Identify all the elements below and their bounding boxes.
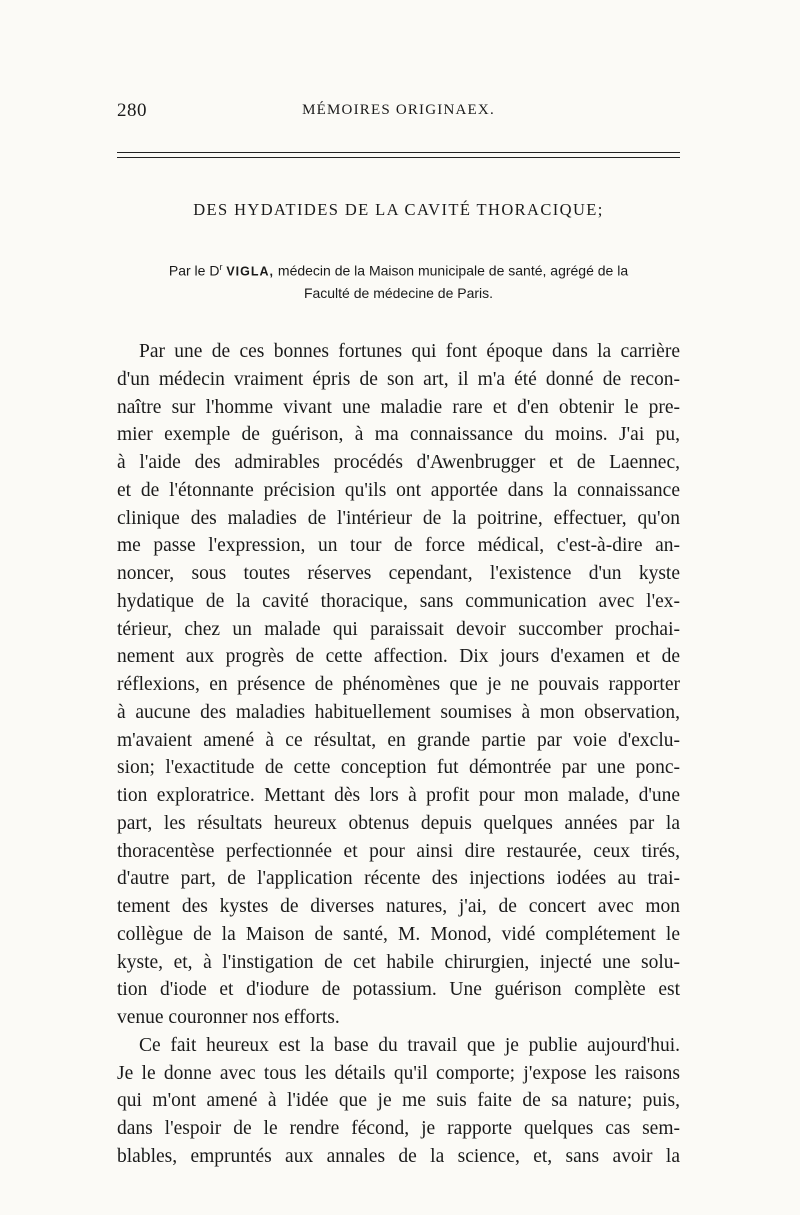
body-line: nement aux progrès de cette affection. Dix jours d'examen et de <box>117 646 680 668</box>
byline-line-1 <box>117 257 680 283</box>
body-line: mier exemple de guérison, à ma connaissance du moins. J'ai pu, <box>117 424 680 446</box>
page-header <box>117 100 680 124</box>
body-line: à aucune des maladies habituellement soumises à mon observation, <box>117 701 680 723</box>
body-line: hydatique de la cavité thoracique, sans communication avec l'ex- <box>117 590 680 612</box>
body-line: noncer, sous toutes réserves cependant, l'existence d'un kyste <box>117 563 680 584</box>
body-line: blables, empruntés aux annales de la science, et, sans avoir la <box>117 1145 680 1167</box>
body-line: kyste, et, à l'instigation de cet habile chirurgien, injecté une solu- <box>117 951 680 973</box>
body-line: m'avaient amené à ce résultat, en grande partie par voie d'exclu- <box>117 729 680 751</box>
body-line: d'autre part, de l'application récente des injections iodées au trai- <box>117 868 680 890</box>
body-line: me passe l'expression, un tour de force médical, c'est-à-dire an- <box>117 535 680 557</box>
author-name: VIGLA, <box>226 264 275 279</box>
body-line: qui m'ont amené à l'idée que je me suis faite de sa nature; puis, <box>117 1090 680 1112</box>
header-rule-double <box>117 157 680 158</box>
body-line: tement des kystes de diverses natures, j'ai, de concert avec mon <box>117 896 680 917</box>
body-line: Par une de ces bonnes fortunes qui font époque dans la carrière <box>139 341 680 362</box>
body-line: naître sur l'homme vivant une maladie rare et d'en obtenir le pre- <box>117 396 680 418</box>
body-line: thoracentèse perfectionnée et pour ainsi dire restaurée, ceux tirés, <box>117 840 680 862</box>
body-line: térieur, chez un malade qui paraissait devoir succomber prochai- <box>117 618 680 640</box>
body-line: clinique des maladies de l'intérieur de la poitrine, effectuer, qu'on <box>117 507 680 529</box>
body-line: tion exploratrice. Mettant dès lors à profit pour mon malade, d'une <box>117 785 680 806</box>
body-line: dans l'espoir de le rendre fécond, je rapporte quelques cas sem- <box>117 1118 680 1139</box>
body-line: venue couronner nos efforts. <box>117 1007 340 1028</box>
body-line: et de l'étonnante précision qu'ils ont apportée dans la connaissance <box>117 479 680 501</box>
byline-prefix: Par le D <box>168 262 220 279</box>
article-title: DES HYDATIDES DE LA CAVITÉ THORACIQUE; <box>193 200 604 219</box>
header-rule <box>117 152 680 153</box>
body-line: d'un médecin vraiment épris de son art, il m'a été donné de recon- <box>117 368 680 390</box>
article-body <box>117 338 680 1171</box>
body-line: part, les résultats heureux obtenus depuis quelques années par la <box>117 812 680 834</box>
body-line: réflexions, en présence de phénomènes que je ne pouvais rapporter <box>117 674 680 695</box>
body-line: Ce fait heureux est la base du travail que je publie aujourd'hui. <box>139 1034 680 1056</box>
byline <box>117 257 680 304</box>
body-line: tion d'iode et d'iodure de potassium. Une guérison complète est <box>117 979 680 1001</box>
byline-line-2: Faculté de médecine de Paris. <box>303 284 494 301</box>
body-line: à l'aide des admirables procédés d'Awenbrugger et de Laennec, <box>117 452 680 473</box>
running-head: MÉMOIRES ORIGINAEX. <box>302 102 495 118</box>
byline-affiliation: médecin de la Maison municipale de santé, agrégé de la <box>274 262 629 279</box>
byline-title-sup: r <box>219 262 223 272</box>
body-line: sion; l'exactitude de cette conception fut démontrée par une ponc- <box>117 757 680 779</box>
body-line: Je le donne avec tous les détails qu'il comporte; j'expose les raisons <box>117 1062 680 1084</box>
body-line: collègue de la Maison de santé, M. Monod, vidé complétement le <box>117 923 680 945</box>
page-number: 280 <box>117 100 147 121</box>
